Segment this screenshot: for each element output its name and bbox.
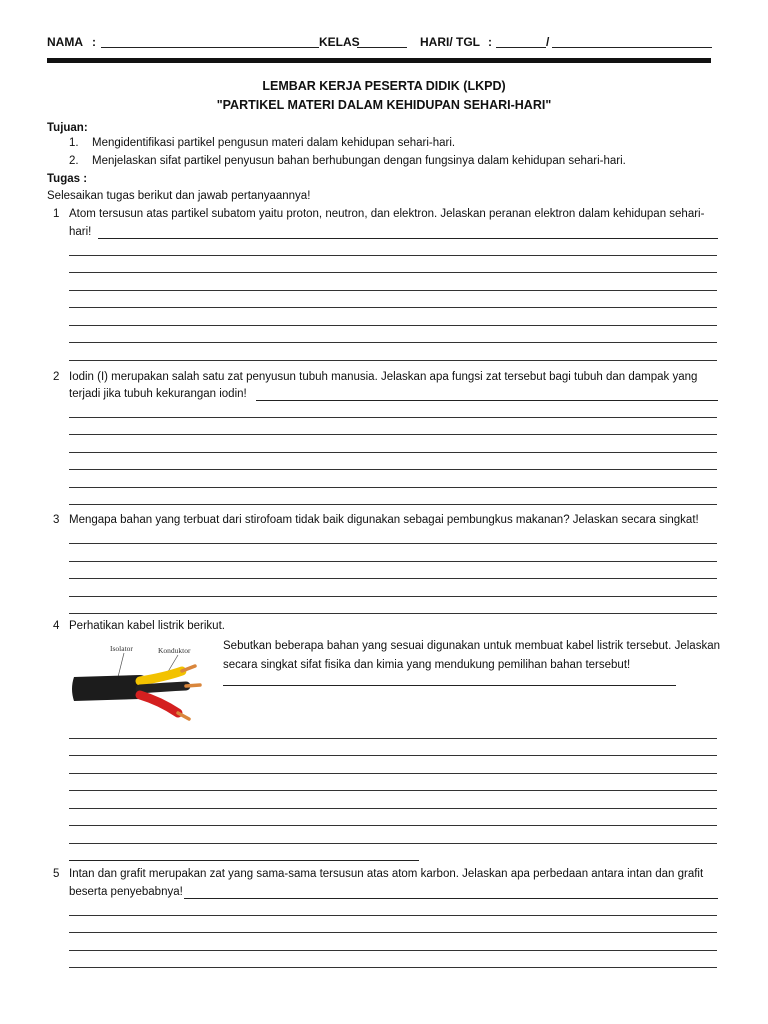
answer-line[interactable] xyxy=(69,825,717,826)
hari-colon: : xyxy=(488,35,492,49)
question-text: Mengapa bahan yang terbuat dari stirofoam tidak baik digunakan sebagai pembungkus makanan? Jelaskan secara singkat! xyxy=(69,514,699,526)
question-text: Iodin (I) merupakan salah satu zat penyusun tubuh manusia. Jelaskan apa fungsi zat tersebut bagi tubuh dan dampak yang xyxy=(69,371,698,383)
answer-line[interactable] xyxy=(69,808,717,809)
answer-line[interactable] xyxy=(69,504,717,505)
answer-line[interactable] xyxy=(223,685,676,686)
question-number: 2 xyxy=(53,371,60,383)
tujuan-item-text: Menjelaskan sifat partikel penyusun bahan berhubungan dengan fungsinya dalam kehidupan sehari-hari. xyxy=(92,155,626,167)
tugas-heading: Tugas : xyxy=(47,173,88,185)
tujuan-item-number: 1. xyxy=(69,137,79,149)
tanggal-field[interactable] xyxy=(552,47,712,48)
header-divider xyxy=(47,58,711,63)
nama-colon: : xyxy=(92,35,96,49)
question-number: 1 xyxy=(53,208,60,220)
date-slash: / xyxy=(546,35,550,49)
nama-field[interactable] xyxy=(101,47,319,48)
answer-line[interactable] xyxy=(184,898,718,899)
answer-line[interactable] xyxy=(69,578,717,579)
question-number: 5 xyxy=(53,868,60,880)
kelas-field[interactable] xyxy=(357,47,407,48)
question-text-cont: terjadi jika tubuh kekurangan iodin! xyxy=(69,388,247,400)
cable-image xyxy=(70,641,210,723)
answer-line[interactable] xyxy=(69,915,717,916)
tujuan-item-text: Mengidentifikasi partikel pengusun materi dalam kehidupan sehari-hari. xyxy=(92,137,456,149)
answer-line[interactable] xyxy=(69,860,419,861)
question-text-cont: hari! xyxy=(69,226,92,238)
tugas-instruction: Selesaikan tugas berikut dan jawab pertanyaannya! xyxy=(47,190,311,202)
answer-line[interactable] xyxy=(98,238,718,239)
answer-line[interactable] xyxy=(69,596,717,597)
worksheet-subtitle: "PARTIKEL MATERI DALAM KEHIDUPAN SEHARI-HARI" xyxy=(216,98,552,112)
answer-line[interactable] xyxy=(69,932,717,933)
konduktor-label: Konduktor xyxy=(158,646,191,655)
question-text: Perhatikan kabel listrik berikut. xyxy=(69,620,225,632)
answer-line[interactable] xyxy=(69,613,717,614)
worksheet-title: LEMBAR KERJA PESERTA DIDIK (LKPD) xyxy=(262,79,506,93)
answer-line[interactable] xyxy=(69,950,717,951)
answer-line[interactable] xyxy=(69,360,717,361)
answer-line[interactable] xyxy=(69,325,717,326)
answer-line[interactable] xyxy=(69,417,717,418)
black-wire xyxy=(140,686,186,689)
question-text: Atom tersusun atas partikel subatom yaitu proton, neutron, dan elektron. Jelaskan peranan elektron dalam kehidupan sehari- xyxy=(69,208,705,220)
answer-line[interactable] xyxy=(69,434,717,435)
tujuan-heading: Tujuan: xyxy=(47,122,88,134)
answer-line[interactable] xyxy=(69,755,717,756)
copper-tip xyxy=(182,666,195,671)
kelas-label: KELAS xyxy=(319,35,360,49)
answer-line[interactable] xyxy=(69,290,717,291)
answer-line[interactable] xyxy=(69,773,717,774)
isolator-pointer xyxy=(118,653,124,677)
tujuan-item-number: 2. xyxy=(69,155,79,167)
answer-line[interactable] xyxy=(69,307,717,308)
question-number: 3 xyxy=(53,514,60,526)
answer-line[interactable] xyxy=(69,342,717,343)
answer-line[interactable] xyxy=(69,487,717,488)
question-text: Intan dan grafit merupakan zat yang sama-sama tersusun atas atom karbon. Jelaskan apa perbedaan antara intan dan grafit xyxy=(69,868,704,880)
question-4-instruction: Sebutkan beberapa bahan yang sesuai digunakan untuk membuat kabel listrik tersebut. Jelaskan secara singkat sifat fisika dan kimia yang mendukung pemilihan bahan tersebut! xyxy=(223,640,720,671)
answer-line[interactable] xyxy=(69,543,717,544)
answer-line[interactable] xyxy=(69,843,717,844)
red-wire xyxy=(140,695,178,713)
question-text-cont: beserta penyebabnya! xyxy=(69,886,183,898)
answer-line[interactable] xyxy=(69,561,717,562)
answer-line[interactable] xyxy=(69,790,717,791)
answer-line[interactable] xyxy=(69,452,717,453)
question-number: 4 xyxy=(53,620,60,632)
answer-line[interactable] xyxy=(69,272,717,273)
answer-line[interactable] xyxy=(256,400,718,401)
answer-line[interactable] xyxy=(69,469,717,470)
copper-tip xyxy=(186,685,200,686)
electric-cable-illustration xyxy=(70,641,210,723)
yellow-wire xyxy=(140,671,182,681)
answer-line[interactable] xyxy=(69,738,717,739)
isolator-label: Isolator xyxy=(110,644,133,653)
nama-label: NAMA xyxy=(47,35,83,49)
answer-line[interactable] xyxy=(69,255,717,256)
hari-field[interactable] xyxy=(496,47,546,48)
answer-line[interactable] xyxy=(69,967,717,968)
hari-tgl-label: HARI/ TGL xyxy=(420,35,480,49)
